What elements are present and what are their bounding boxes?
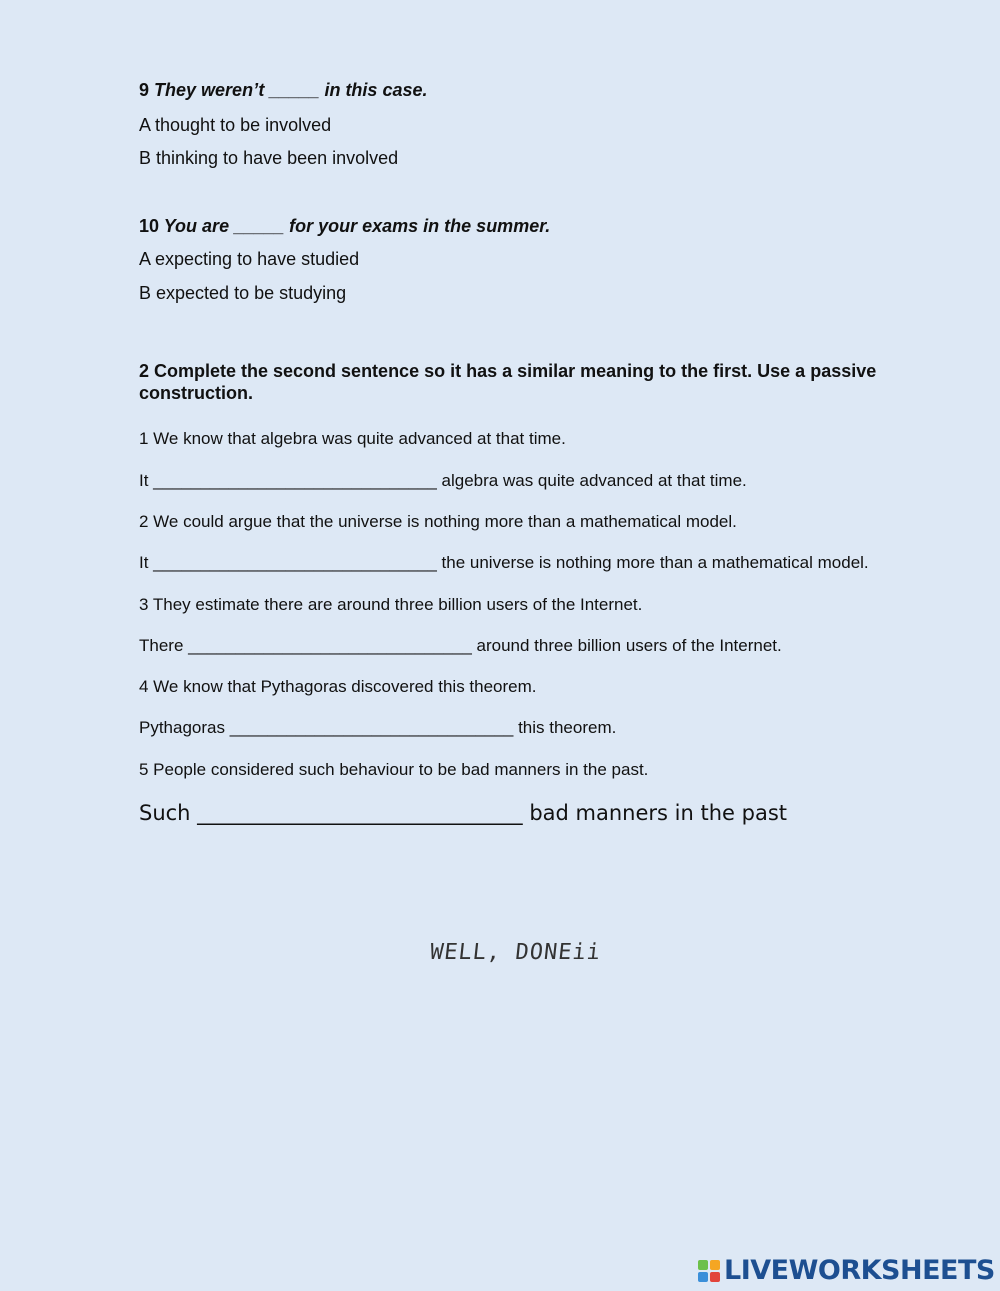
logo-mark-icon: [698, 1260, 720, 1282]
item-1-sentence: 1 We know that algebra was quite advanced at that time.: [139, 429, 566, 448]
item-5-sentence: 5 People considered such behaviour to be bad manners in the past.: [139, 760, 649, 779]
item-3-rewrite[interactable]: There ______________________________ around three billion users of the Internet.: [139, 636, 782, 655]
item-4-sentence: 4 We know that Pythagoras discovered this theorem.: [139, 677, 537, 696]
question-10-text: You are _____ for your exams in the summer.: [163, 216, 551, 236]
question-9-option-b[interactable]: B thinking to have been involved: [139, 148, 399, 168]
question-9-option-a[interactable]: A thought to be involved: [139, 115, 332, 135]
logo-square-red: [710, 1272, 720, 1282]
item-5-rewrite[interactable]: Such _______________________________ bad manners in the past: [139, 801, 787, 825]
liveworksheets-logo: [698, 1255, 995, 1286]
well-done-text: WELL, DONEii: [428, 940, 603, 965]
question-9-number: 9: [139, 80, 150, 100]
item-2-rewrite[interactable]: It ______________________________ the universe is nothing more than a mathematical model.: [139, 553, 869, 572]
question-10-prompt: [139, 216, 550, 237]
logo-text: LIVEWORKSHEETS: [724, 1255, 995, 1286]
logo-square-green: [698, 1260, 708, 1270]
item-2-sentence: 2 We could argue that the universe is nothing more than a mathematical model.: [139, 512, 737, 531]
item-1-rewrite[interactable]: It ______________________________ algebra was quite advanced at that time.: [139, 471, 747, 490]
question-10-option-b[interactable]: B expected to be studying: [139, 283, 347, 303]
section-2-title: 2 Complete the second sentence so it has a similar meaning to the first. Use a passive construction.: [139, 361, 877, 403]
question-9-text: They weren’t _____ in this case.: [154, 80, 428, 100]
logo-square-blue: [698, 1272, 708, 1282]
question-10-option-a[interactable]: A expecting to have studied: [139, 249, 360, 269]
question-10-number: 10: [139, 216, 160, 236]
logo-square-orange: [710, 1260, 720, 1270]
item-4-rewrite[interactable]: Pythagoras ______________________________ this theorem.: [139, 718, 617, 737]
question-9-prompt: [139, 80, 428, 101]
item-3-sentence: 3 They estimate there are around three billion users of the Internet.: [139, 595, 643, 614]
